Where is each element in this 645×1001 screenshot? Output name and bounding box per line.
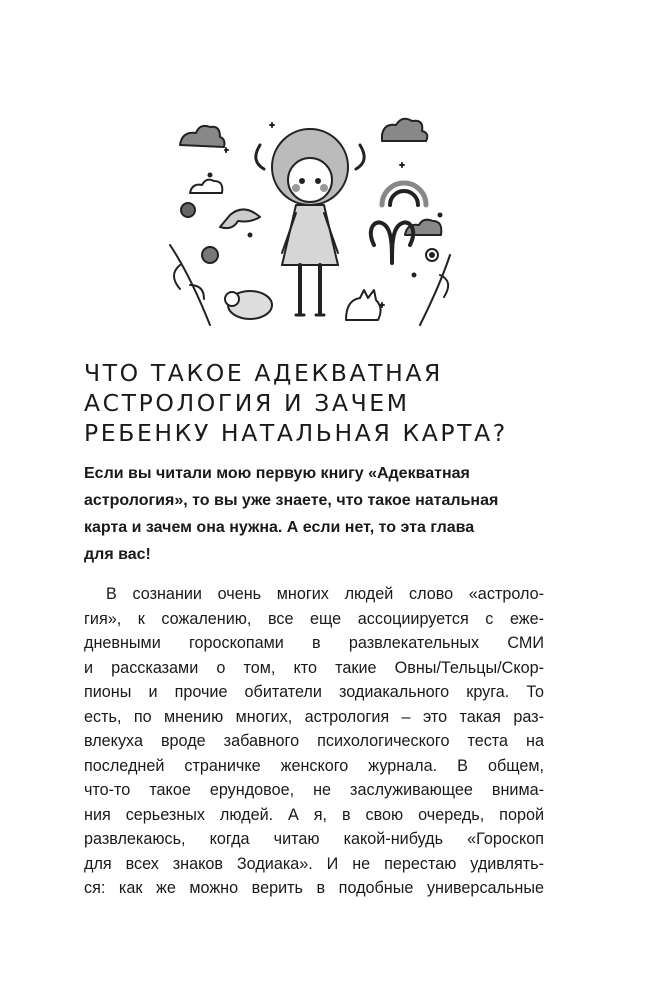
flower-icon — [181, 203, 195, 217]
body-line: гия», к сожалению, все еще ассоциируется с еже- — [84, 609, 544, 628]
body-line: для всех знаков Зодиака». И не перестаю удивлять- — [84, 854, 544, 873]
dress — [282, 205, 338, 265]
body-line: влекуха вроде забавного психологического теста на — [84, 732, 544, 750]
cloud-icon — [180, 126, 225, 147]
body-line: развлекаюсь, когда читаю какой-нибудь «Гороскоп — [84, 830, 544, 848]
body-line: В сознании очень многих людей слово «астроло- — [106, 585, 544, 603]
heading-line: РЕБЕНКУ НАТАЛЬНАЯ КАРТА? — [84, 419, 508, 447]
aries-girl-illustration — [150, 105, 470, 340]
cloud-icon — [190, 180, 222, 193]
body-line: пионы и прочие обитатели зодиакального круга. То — [84, 683, 544, 701]
leaf-icon — [420, 255, 450, 325]
heading-line: ЧТО ТАКОЕ АДЕКВАТНАЯ — [84, 359, 443, 387]
body-paragraph — [84, 582, 544, 901]
body-line: что-то такое ерундовое, не заслуживающее внима- — [84, 781, 544, 799]
body-line: дневными гороскопами в развлекательных СМИ — [84, 634, 544, 652]
cloud-icon — [382, 119, 427, 141]
lead-line: астрология», то вы уже знаете, что такое натальная — [84, 492, 499, 509]
body-line: последней страничке женского журнала. В общем, — [84, 756, 544, 775]
body-line: и рассказами о том, кто такие Овны/Тельцы/Скор- — [84, 658, 544, 677]
chapter-heading — [84, 358, 584, 448]
bird-icon — [220, 209, 260, 228]
lead-paragraph — [84, 460, 564, 568]
lead-line: карта и зачем она нужна. А если нет, то эта глава — [84, 519, 475, 536]
lead-line: для вас! — [84, 546, 151, 563]
cat-icon — [346, 290, 381, 320]
lead-line: Если вы читали мою первую книгу «Адекватная — [84, 465, 470, 482]
body-line: ния серьезных людей. А я, в свою очередь, порой — [84, 805, 544, 824]
heading-line: АСТРОЛОГИЯ И ЗАЧЕМ — [84, 389, 410, 417]
body-line: есть, по мнению многих, астрология – это такая раз- — [84, 707, 544, 726]
body-line: ся: как же можно верить в подобные универсальные — [84, 879, 544, 897]
flower-icon — [202, 247, 218, 263]
